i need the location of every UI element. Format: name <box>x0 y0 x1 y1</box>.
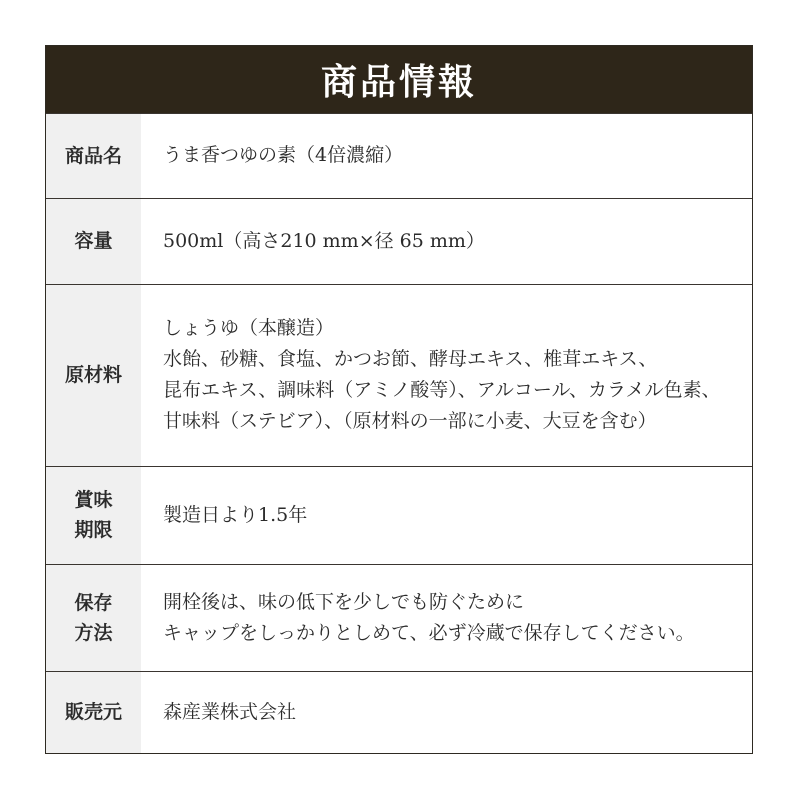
value-line: 製造日より1.5年 <box>163 503 308 526</box>
row-value <box>141 199 752 284</box>
value-line: 森産業株式会社 <box>163 700 297 723</box>
row-value <box>141 565 752 671</box>
row-label: 販売元 <box>46 672 141 753</box>
row-label: 容量 <box>46 199 141 284</box>
row-best-before <box>46 466 752 564</box>
row-label: 保存 方法 <box>46 565 141 671</box>
product-info-table <box>45 45 753 754</box>
value-line: 水飴、砂糖、食塩、かつお節、酵母エキス、椎茸エキス、 <box>163 348 658 371</box>
row-value <box>141 114 752 198</box>
value-line: 開栓後は、味の低下を少しでも防ぐために <box>163 590 525 613</box>
value-line: 500ml（高さ210 mm×径 65 mm） <box>163 229 485 252</box>
row-value <box>141 672 752 753</box>
value-line: 昆布エキス、調味料（アミノ酸等）、アルコール、カラメル色素、 <box>163 379 721 402</box>
row-label: 原材料 <box>46 285 141 466</box>
value-line: キャップをしっかりとしめて、必ず冷蔵で保存してください。 <box>163 621 695 644</box>
row-seller <box>46 671 752 753</box>
value-line: 甘味料（ステビア）、（原材料の一部に小麦、大豆を含む） <box>163 410 657 433</box>
row-label: 商品名 <box>46 114 141 198</box>
row-capacity <box>46 198 752 284</box>
value-line: うま香つゆの素（4倍濃縮） <box>163 144 404 167</box>
row-product-name <box>46 113 752 198</box>
value-line: しょうゆ（本醸造） <box>163 317 335 340</box>
row-label: 賞味 期限 <box>46 467 141 564</box>
row-value <box>141 285 752 466</box>
row-ingredients <box>46 284 752 466</box>
row-storage <box>46 564 752 671</box>
row-value <box>141 467 752 564</box>
table-title: 商品情報 <box>46 46 752 113</box>
